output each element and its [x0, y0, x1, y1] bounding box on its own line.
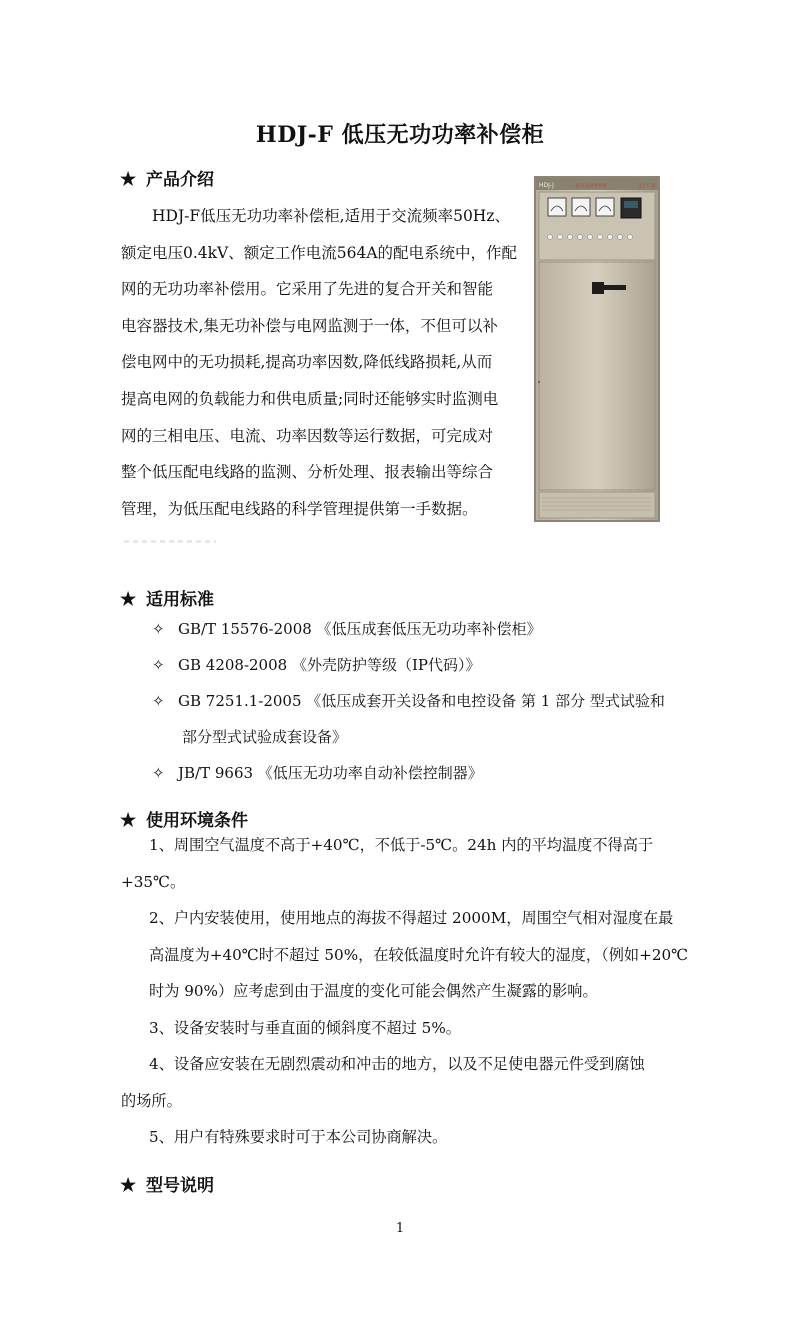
- standard-text: GB/T 15576-2008 《低压成套低压无功功率补偿柜》: [178, 620, 542, 638]
- environment-conditions: [121, 827, 689, 1156]
- diamond-bullet-icon: ✧: [152, 620, 165, 638]
- section-heading-label: 型号说明: [146, 1176, 214, 1196]
- product-photo: [534, 176, 660, 522]
- intro-line: 整个低压配电线路的监测、分析处理、报表输出等综合: [121, 463, 494, 482]
- section-heading-label: 使用环境条件: [146, 811, 248, 831]
- env-line: 3、设备安装时与垂直面的倾斜度不超过 5%。: [149, 1018, 461, 1037]
- panel-label: HDJ-J: [539, 182, 554, 189]
- indicator-lights-icon: [548, 235, 633, 240]
- intro-line: 管理，为低压配电线路的科学管理提供第一手数据。: [121, 499, 478, 518]
- section-heading-intro: [120, 165, 214, 190]
- env-line: 的场所。: [121, 1091, 182, 1110]
- panel-caption: 低压无功补偿柜: [576, 184, 608, 189]
- env-line: 时为 90%）应考虑到由于温度的变化可能会偶然产生凝露的影响。: [149, 982, 598, 1000]
- star-icon: ★: [120, 589, 137, 610]
- list-item: [152, 755, 712, 791]
- page-number: 1: [395, 1221, 405, 1236]
- panel-right-text: 生产厂家: [638, 184, 656, 189]
- section-heading-standards: [120, 585, 214, 610]
- intro-line: 偿电网中的无功损耗,提高功率因数,降低线路损耗,从而: [121, 353, 493, 372]
- meter-icon: [596, 198, 614, 216]
- list-item: [152, 647, 712, 683]
- faint-artifact: [124, 540, 216, 543]
- diamond-bullet-icon: ✧: [152, 692, 165, 710]
- star-icon: ★: [120, 169, 137, 190]
- intro-line: 网的三相电压、电流、功率因数等运行数据，可完成对: [121, 426, 494, 445]
- env-line: +35℃。: [121, 872, 186, 891]
- section-heading-model: [120, 1171, 214, 1196]
- page-title: HDJ-F 低压无功功率补偿柜: [255, 122, 545, 148]
- diamond-bullet-icon: ✧: [152, 764, 165, 782]
- intro-paragraph: [121, 198, 529, 527]
- list-item-continuation: 部分型式试验成套设备》: [182, 728, 348, 746]
- star-icon: ★: [120, 810, 137, 831]
- env-line: 4、设备应安装在无剧烈震动和冲击的地方，以及不足使电器元件受到腐蚀: [149, 1055, 645, 1073]
- intro-line: 网的无功功率补偿用。它采用了先进的复合开关和智能: [121, 280, 494, 299]
- diamond-bullet-icon: ✧: [152, 656, 165, 674]
- meter-icon: [548, 198, 566, 216]
- intro-line: 额定电压0.4kV、额定工作电流564A的配电系统中，作配: [121, 243, 518, 262]
- intro-line: HDJ-F低压无功功率补偿柜,适用于交流频率50Hz、: [121, 207, 510, 225]
- env-line: 2、户内安装使用，使用地点的海拔不得超过 2000M，周围空气相对湿度在最: [149, 909, 674, 927]
- standard-text: GB 7251.1-2005 《低压成套开关设备和电控设备 第 1 部分 型式试验和: [178, 692, 665, 710]
- section-heading-label: 适用标准: [146, 590, 214, 610]
- controller-icon: [621, 198, 641, 218]
- env-line: 5、用户有特殊要求时可于本公司协商解决。: [149, 1128, 448, 1146]
- intro-line: 电容器技术,集无功补偿与电网监测于一体，不但可以补: [121, 316, 498, 335]
- section-heading-label: 产品介绍: [146, 170, 214, 190]
- list-item: [152, 611, 712, 647]
- standard-text: JB/T 9663 《低压无功功率自动补偿控制器》: [178, 764, 483, 782]
- standards-list: [152, 611, 712, 791]
- env-line: 1、周围空气温度不高于+40℃，不低于-5℃。24h 内的平均温度不得高于: [149, 836, 654, 854]
- list-item: [152, 683, 712, 719]
- star-icon: ★: [120, 1175, 137, 1196]
- meter-icon: [572, 198, 590, 216]
- standard-text: GB 4208-2008 《外壳防护等级（IP代码）》: [178, 656, 481, 674]
- cabinet-illustration: [534, 176, 660, 522]
- intro-line: 提高电网的负载能力和供电质量;同时还能够实时监测电: [121, 389, 499, 408]
- env-line: 高温度为+40℃时不超过 50%，在较低温度时允许有较大的湿度，（例如+20℃: [149, 945, 689, 964]
